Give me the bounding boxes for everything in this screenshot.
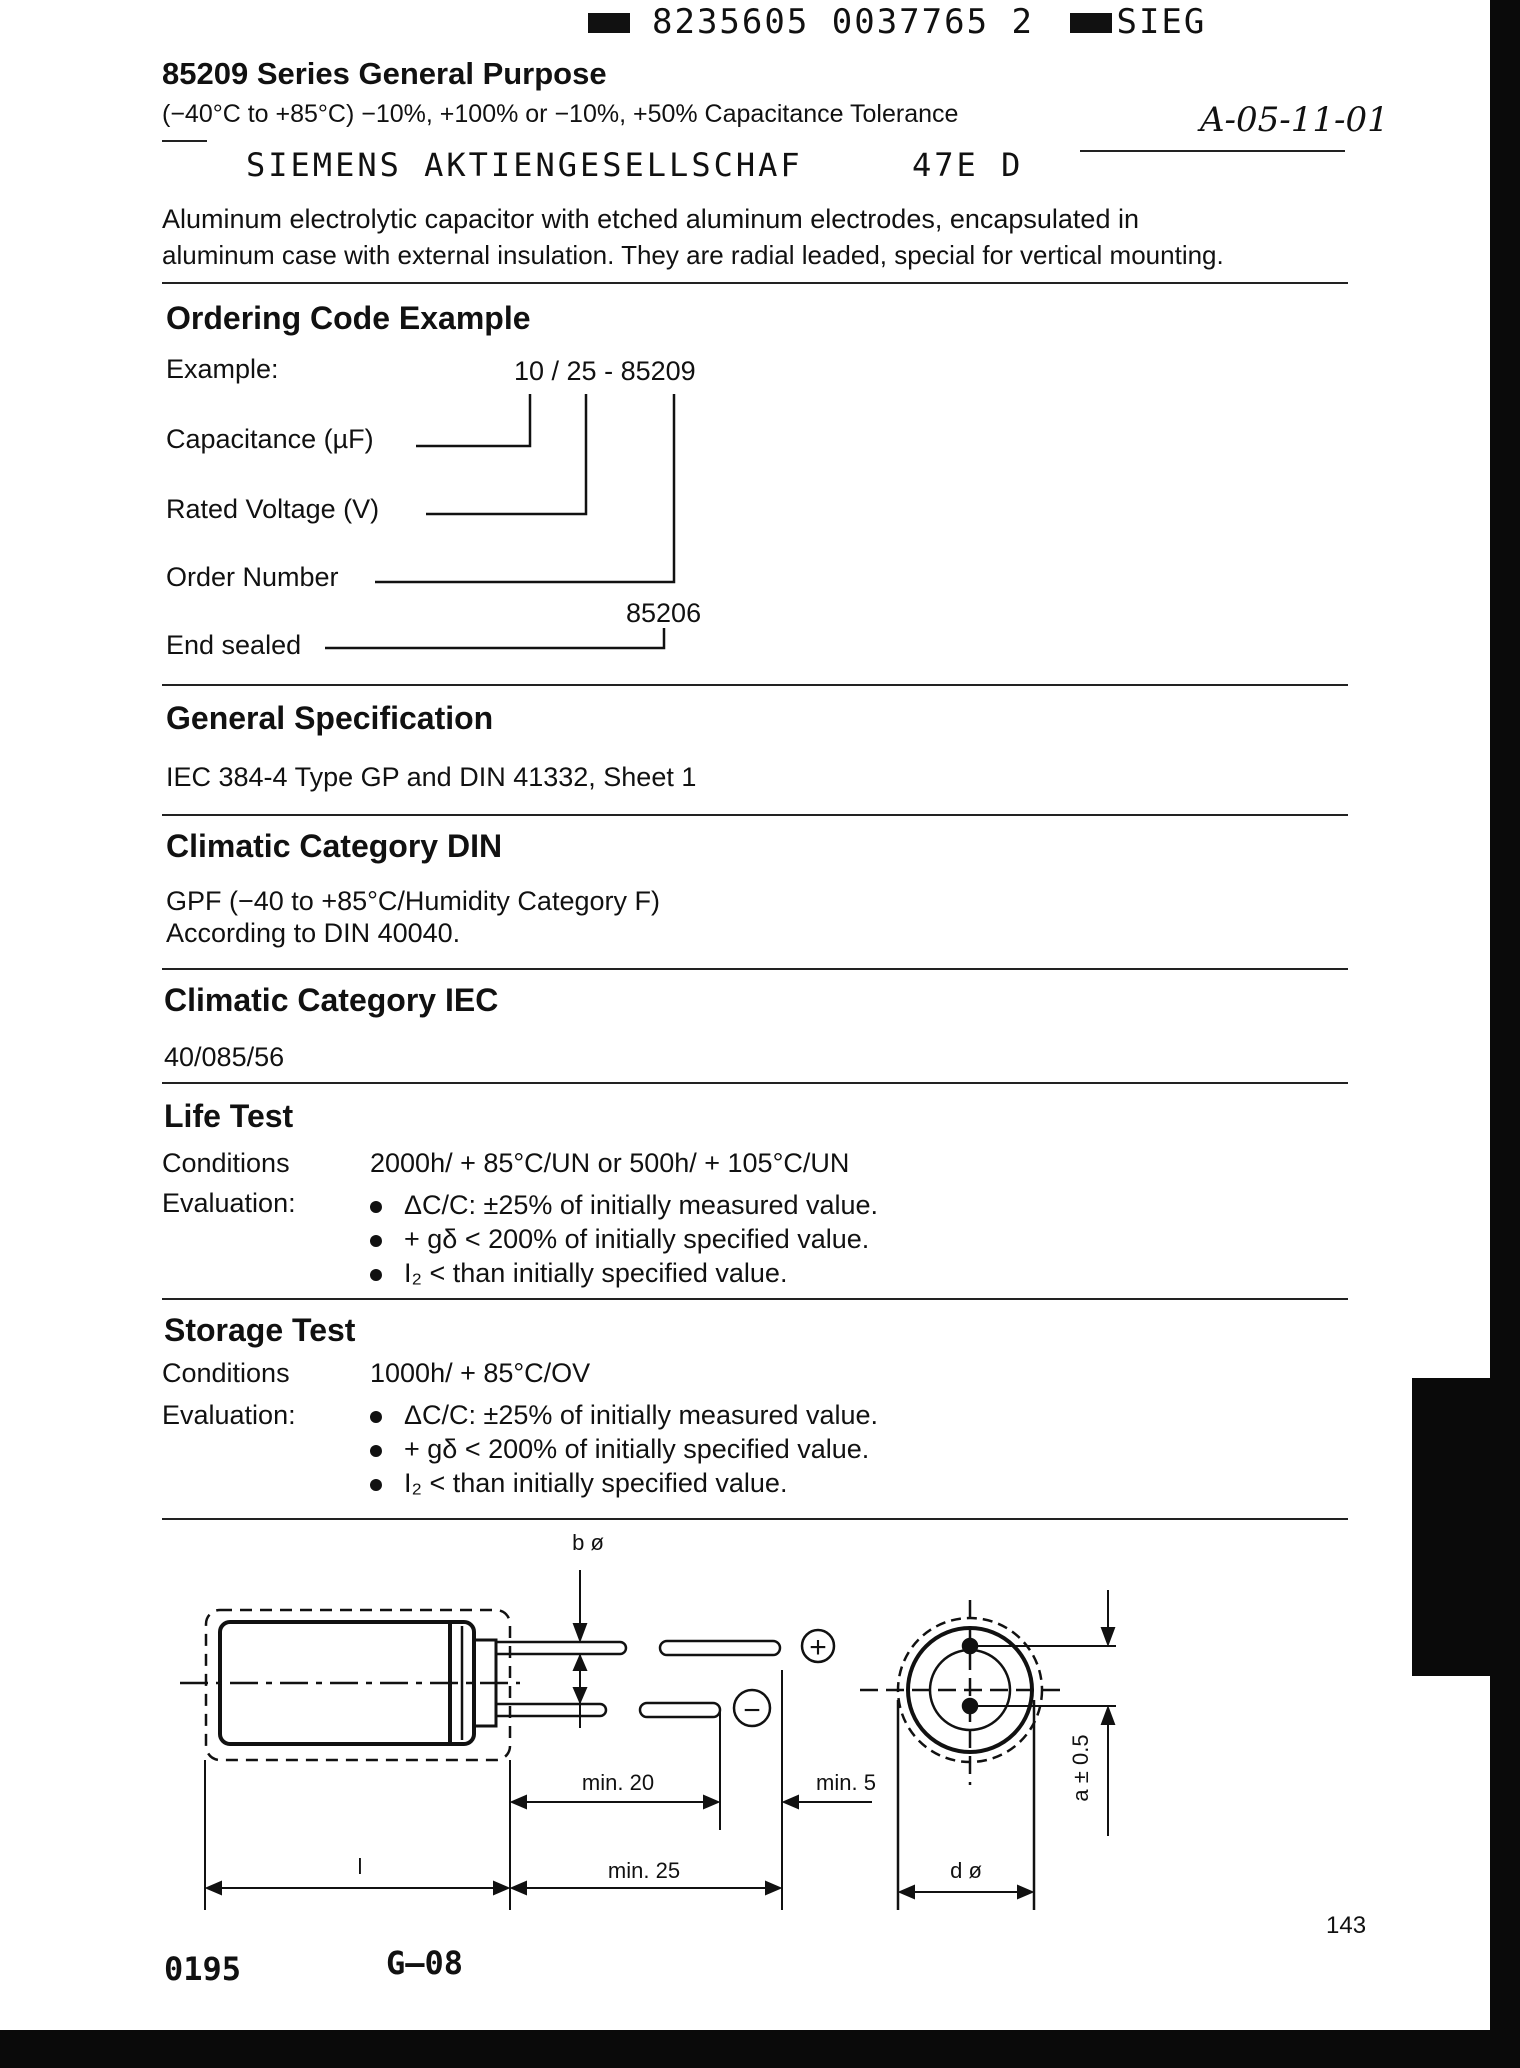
climatic-iec-text: 40/085/56 xyxy=(164,1042,285,1072)
stamp-right: G–08 xyxy=(386,1944,464,1982)
page-title: 85209 Series General Purpose xyxy=(162,56,607,91)
ordering-heading: Ordering Code Example xyxy=(166,300,531,336)
life-bullet-2: + gδ < 200% of initially specified value. xyxy=(370,1224,869,1255)
end-sealed-label: End sealed xyxy=(166,630,302,660)
min5-label: min. 5 xyxy=(816,1770,876,1795)
capacitor-side-view xyxy=(180,1610,780,1760)
page-edge-tab xyxy=(1412,1378,1520,1676)
divider xyxy=(162,1298,1348,1300)
bullet-icon xyxy=(370,1269,382,1281)
rated-voltage-label: Rated Voltage (V) xyxy=(166,494,380,524)
intro-line-1: Aluminum electrolytic capacitor with etched aluminum electrodes, encapsulated in xyxy=(162,204,1139,234)
page-number: 143 xyxy=(1326,1912,1367,1939)
stamp-left: 0195 xyxy=(164,1950,242,1988)
a-dimension xyxy=(976,1590,1116,1836)
divider xyxy=(162,968,1348,970)
storage-evaluation-label: Evaluation: xyxy=(162,1400,296,1430)
climatic-din-line2: According to DIN 40040. xyxy=(166,918,461,948)
storage-conditions-label: Conditions xyxy=(162,1358,290,1388)
bullet-icon xyxy=(370,1479,382,1491)
min25-label: min. 25 xyxy=(607,1858,681,1883)
climatic-din-heading: Climatic Category DIN xyxy=(166,828,503,864)
ordering-leader-lines xyxy=(0,0,1520,700)
capacitor-dimension-drawing xyxy=(0,1520,1400,1920)
climatic-iec-heading: Climatic Category IEC xyxy=(164,982,499,1018)
life-bullet-3: I₂ < than initially specified value. xyxy=(370,1258,787,1289)
min20-label: min. 20 xyxy=(581,1770,655,1795)
bullet-icon xyxy=(370,1235,382,1247)
page-subtitle: (−40°C to +85°C) −10%, +100% or −10%, +50% Capacitance Tolerance xyxy=(162,100,959,128)
a-label: a ± 0.5 xyxy=(1068,1734,1093,1802)
life-bullet-1: ΔC/C: ±25% of initially measured value. xyxy=(370,1190,878,1221)
general-spec-heading: General Specification xyxy=(166,700,494,736)
d-dimension xyxy=(900,1886,1032,1898)
bullet-icon xyxy=(370,1445,382,1457)
l-label: l xyxy=(357,1854,363,1879)
storage-test-heading: Storage Test xyxy=(164,1312,356,1348)
life-evaluation-label: Evaluation: xyxy=(162,1188,296,1218)
capacitance-label: Capacitance (µF) xyxy=(166,424,374,454)
plus-symbol: + xyxy=(809,1631,827,1664)
storage-conditions-value: 1000h/ + 85°C/OV xyxy=(370,1358,591,1388)
example-value: 10 / 25 - 85209 xyxy=(514,356,696,386)
bullet-icon xyxy=(370,1411,382,1423)
divider xyxy=(162,684,1348,686)
typed-company: SIEMENS AKTIENGESELLSCHAF xyxy=(246,146,803,184)
bullet-icon xyxy=(370,1201,382,1213)
storage-bullet-2: + gδ < 200% of initially specified value. xyxy=(370,1434,869,1465)
climatic-din-line1: GPF (−40 to +85°C/Humidity Category F) xyxy=(166,886,660,916)
storage-bullet-3: I₂ < than initially specified value. xyxy=(370,1468,787,1499)
scan-border-bottom xyxy=(0,2030,1520,2068)
code-line-text: 8235605 0037765 2 xyxy=(652,2,1034,42)
order-number-label: Order Number xyxy=(166,562,339,592)
storage-bullet-1: ΔC/C: ±25% of initially measured value. xyxy=(370,1400,878,1431)
handwritten-ref: A-05-11-01 xyxy=(1200,100,1389,140)
code-suffix: SIEG xyxy=(1116,2,1207,42)
general-spec-text: IEC 384-4 Type GP and DIN 41332, Sheet 1 xyxy=(166,762,697,792)
life-conditions-value: 2000h/ + 85°C/UN or 500h/ + 105°C/UN xyxy=(370,1148,850,1178)
divider xyxy=(162,1082,1348,1084)
life-test-heading: Life Test xyxy=(164,1098,294,1134)
d-label: d ø xyxy=(950,1858,982,1883)
life-conditions-label: Conditions xyxy=(162,1148,290,1178)
typed-code: 47E D xyxy=(912,146,1024,184)
example-label: Example: xyxy=(166,354,279,384)
end-sealed-code: 85206 xyxy=(626,598,702,628)
divider xyxy=(162,814,1348,816)
minus-symbol: − xyxy=(743,1694,761,1727)
b-label: b ø xyxy=(572,1530,604,1555)
intro-line-2: aluminum case with external insulation. They are radial leaded, special for vertical mounting. xyxy=(162,240,1224,270)
